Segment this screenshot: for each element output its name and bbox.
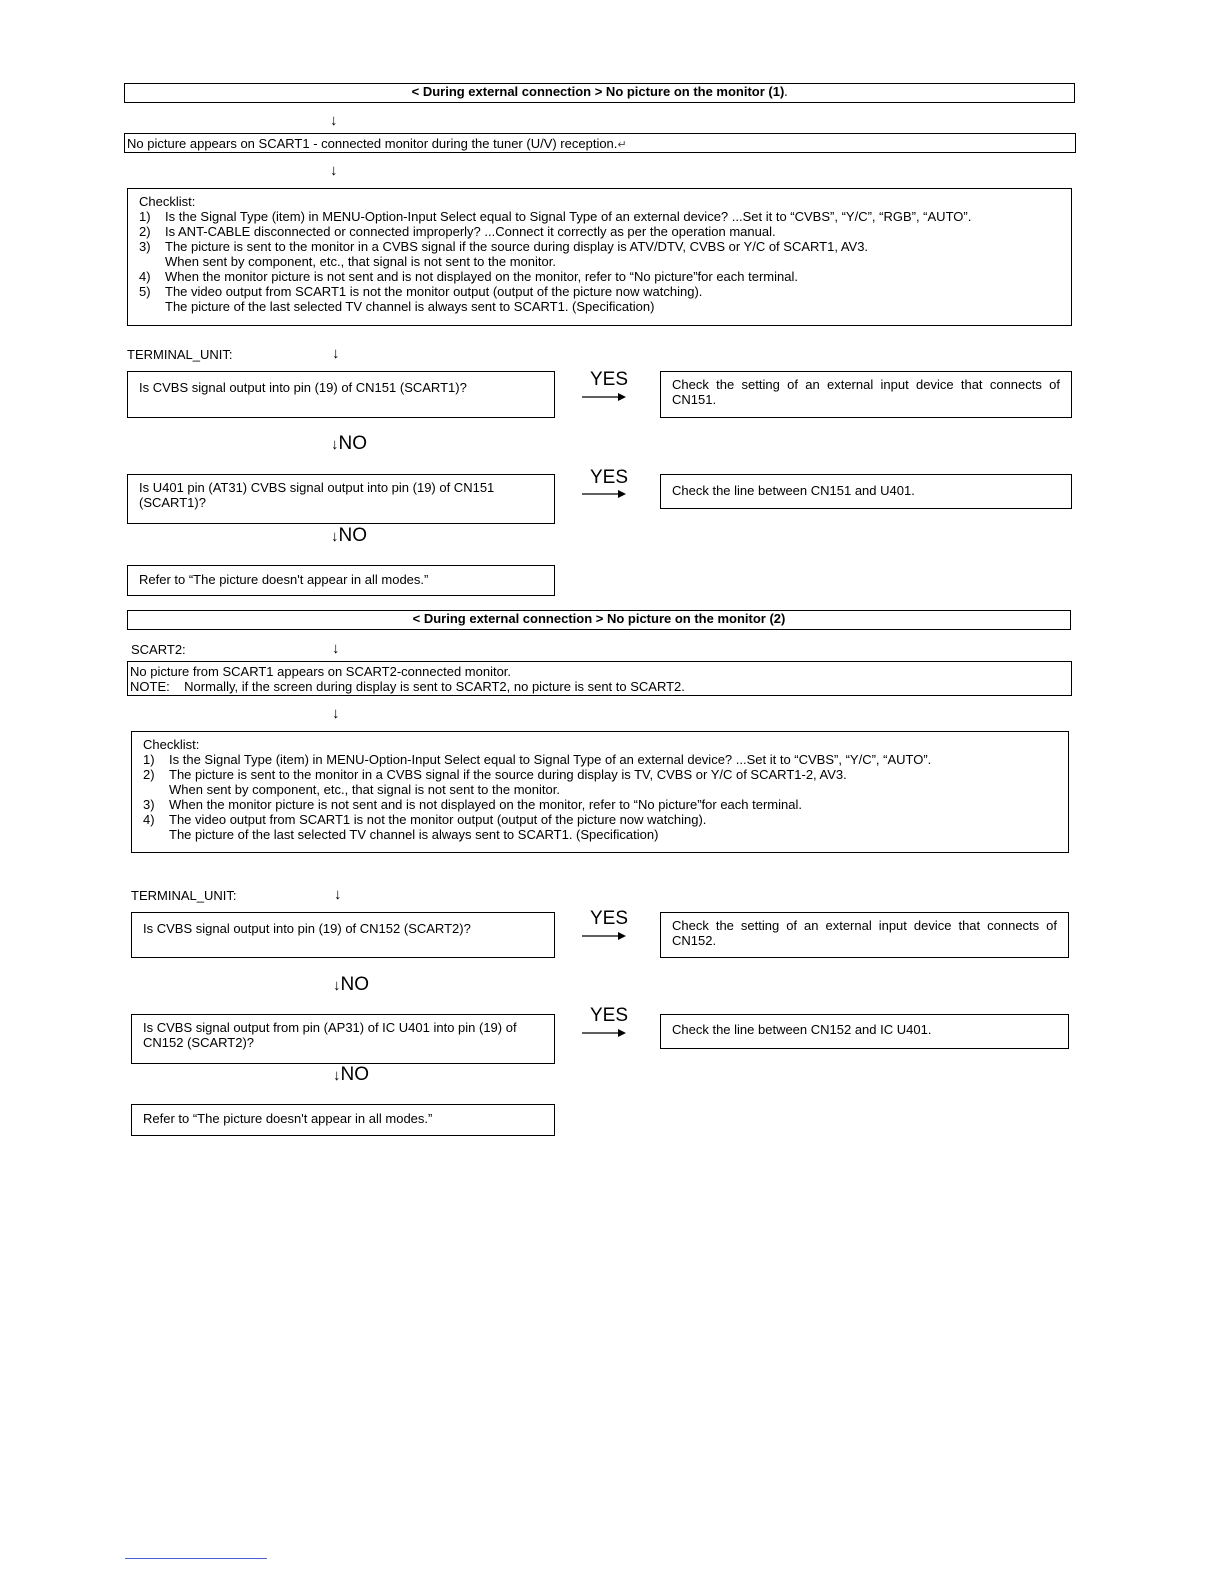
problem-text: No picture from SCART1 appears on SCART2-connected monitor.: [130, 664, 512, 679]
section2-answer-2: [660, 1014, 1069, 1049]
checklist-item: [139, 269, 1060, 284]
arrow-down-icon: ↓: [334, 886, 342, 903]
para-mark: .: [784, 87, 788, 99]
para-mark: ↵: [617, 139, 627, 151]
no-text: NO: [340, 974, 369, 995]
arrow-down-icon: ↓: [330, 112, 338, 129]
checklist-text: Is the Signal Type (item) in MENU-Option-Input Select equal to Signal Type of an external device? ...Set it to “CVBS”, “Y/C”, “RGB”, “AUTO”.: [165, 209, 972, 224]
checklist-heading: Checklist:: [139, 194, 196, 209]
checklist-continuation: The picture of the last selected TV channel is always sent to SCART1. (Specification): [169, 827, 659, 842]
checklist-text: Is the Signal Type (item) in MENU-Option-Input Select equal to Signal Type of an external device? ...Set it to “CVBS”, “Y/C”, “AUTO”.: [169, 752, 932, 767]
yes-arrow-icon: [582, 489, 626, 499]
arrow-down-icon: ↓: [331, 436, 339, 453]
checklist-num: 2): [143, 767, 155, 782]
section1-checklist: [127, 188, 1072, 326]
arrow-down-icon: ↓: [333, 1067, 341, 1084]
no-label: [331, 525, 367, 547]
section2-answer-1: [660, 912, 1069, 958]
flow-arrow-down: [332, 345, 340, 362]
no-label: [333, 974, 369, 996]
flow-arrow-down: [330, 112, 338, 129]
refer-text: Refer to “The picture doesn't appear in all modes.”: [143, 1111, 433, 1126]
refer-text: Refer to “The picture doesn't appear in all modes.”: [139, 572, 429, 587]
checklist-item: [143, 812, 1057, 827]
answer-text: Check the setting of an external input device that connects of CN151.: [672, 377, 1060, 407]
section1-question-2: [127, 474, 555, 524]
no-text: NO: [338, 433, 367, 454]
checklist-item: [139, 209, 1060, 224]
checklist-text: When the monitor picture is not sent and is not displayed on the monitor, refer to “No picture”for each terminal.: [169, 797, 802, 812]
answer-text: Check the line between CN152 and IC U401.: [672, 1022, 932, 1037]
section1-question-1: [127, 371, 555, 418]
flow-arrow-down: [332, 705, 340, 722]
yes-label: YES: [590, 369, 629, 390]
yes-arrow-icon: [582, 931, 626, 941]
checklist-num: 1): [139, 209, 151, 224]
checklist-num: 4): [139, 269, 151, 284]
section2-problem: [127, 661, 1072, 696]
section2-title: [127, 610, 1071, 630]
footnote-separator: [125, 1558, 267, 1559]
checklist-continuation: The picture of the last selected TV channel is always sent to SCART1. (Specification): [165, 299, 655, 314]
checklist-continuation: When sent by component, etc., that signal is not sent to the monitor.: [169, 782, 560, 797]
section2-refer: [131, 1104, 555, 1136]
arrow-down-icon: ↓: [333, 977, 341, 994]
arrow-down-icon: ↓: [330, 162, 338, 179]
checklist-item: [139, 224, 1060, 239]
section1-answer-1: [660, 371, 1072, 418]
yes-label: YES: [590, 1005, 629, 1026]
section1-title: [124, 83, 1075, 103]
section1-terminal-label: TERMINAL_UNIT:: [127, 347, 233, 362]
no-text: NO: [340, 1064, 369, 1085]
problem-text: No picture appears on SCART1 - connected monitor during the tuner (U/V) reception.: [127, 136, 618, 151]
question-text: Is U401 pin (AT31) CVBS signal output into pin (19) of CN151 (SCART1)?: [139, 480, 495, 510]
checklist-item: [139, 239, 1060, 254]
checklist-num: 3): [143, 797, 155, 812]
yes-label: YES: [590, 467, 629, 488]
question-text: Is CVBS signal output into pin (19) of CN151 (SCART1)?: [139, 380, 467, 395]
flow-arrow-down: [330, 162, 338, 179]
checklist-text: When the monitor picture is not sent and is not displayed on the monitor, refer to “No picture”for each terminal.: [165, 269, 798, 284]
section1-problem: [124, 133, 1076, 153]
note-text: NOTE: Normally, if the screen during display is sent to SCART2, no picture is sent to SCART2.: [130, 679, 685, 694]
checklist-continuation: When sent by component, etc., that signal is not sent to the monitor.: [165, 254, 556, 269]
yes-arrow-icon: [582, 1028, 626, 1038]
answer-text: Check the line between CN151 and U401.: [672, 483, 915, 498]
arrow-down-icon: ↓: [332, 345, 340, 362]
answer-text: Check the setting of an external input device that connects of CN152.: [672, 918, 1057, 948]
section2-checklist: [131, 731, 1069, 853]
arrow-down-icon: ↓: [332, 705, 340, 722]
section1-refer: [127, 565, 555, 596]
arrow-down-icon: ↓: [332, 640, 340, 657]
question-text: Is CVBS signal output from pin (AP31) of IC U401 into pin (19) of CN152 (SCART2)?: [143, 1020, 517, 1050]
checklist-text: The picture is sent to the monitor in a CVBS signal if the source during display is TV, CVBS or Y/C of SCART1-2, AV3.: [169, 767, 847, 782]
no-label: [331, 433, 367, 455]
section1-answer-2: [660, 474, 1072, 509]
checklist-num: 3): [139, 239, 151, 254]
checklist-item: [143, 752, 1057, 767]
section2-question-2: [131, 1014, 555, 1064]
checklist-num: 2): [139, 224, 151, 239]
arrow-down-icon: ↓: [331, 528, 339, 545]
checklist-heading: Checklist:: [143, 737, 200, 752]
checklist-text: The picture is sent to the monitor in a CVBS signal if the source during display is ATV/DTV, CVBS or Y/C of SCART1, AV3.: [165, 239, 869, 254]
section2-scart-label: SCART2:: [131, 642, 186, 657]
checklist-text: Is ANT-CABLE disconnected or connected improperly? ...Connect it correctly as per the operation manual.: [165, 224, 776, 239]
section2-terminal-label: TERMINAL_UNIT:: [131, 888, 237, 903]
checklist-item: [139, 284, 1060, 299]
checklist-num: 5): [139, 284, 151, 299]
flow-arrow-down: [332, 640, 340, 657]
no-label: [333, 1064, 369, 1086]
section2-question-1: [131, 912, 555, 958]
checklist-text: The video output from SCART1 is not the monitor output (output of the picture now watching).: [165, 284, 703, 299]
checklist-item: [143, 797, 1057, 812]
question-text: Is CVBS signal output into pin (19) of CN152 (SCART2)?: [143, 921, 471, 936]
checklist-text: The video output from SCART1 is not the monitor output (output of the picture now watching).: [169, 812, 707, 827]
section2-title-text: < During external connection > No picture on the monitor (2): [412, 611, 786, 626]
section1-title-text: < During external connection > No picture on the monitor (1): [411, 84, 785, 99]
checklist-num: 1): [143, 752, 155, 767]
checklist-item: [143, 767, 1057, 782]
yes-arrow-icon: [582, 392, 626, 402]
no-text: NO: [338, 525, 367, 546]
flow-arrow-down: [334, 886, 342, 903]
yes-label: YES: [590, 908, 629, 929]
checklist-num: 4): [143, 812, 155, 827]
